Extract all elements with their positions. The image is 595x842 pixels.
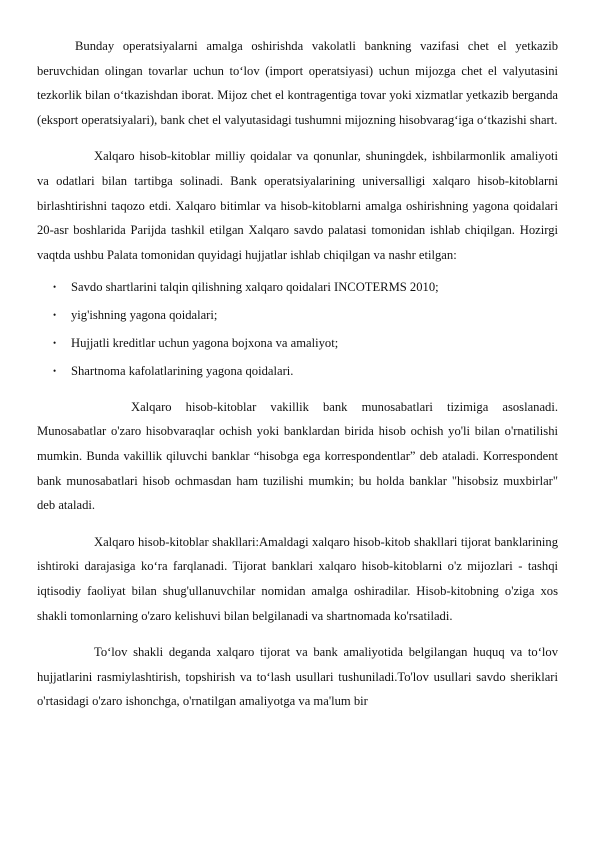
bullet-icon: • [53,310,57,321]
list-item-text: Hujjatli kreditlar uchun yagona bojxona va amaliyot; [71,336,339,351]
list-item [37,359,558,384]
bullet-icon: • [53,282,57,293]
paragraph-tolov-shakli: To‘lov shakli deganda xalqaro tijorat va bank amaliyotida belgilangan huquq va to‘lov hujjatlarini rasmiylashtirish, topshirish va to‘lash usullari tushuniladi.To'lov usullari savdo sheriklari o'rtasidagi o'zaro ishonchga, o'rnatilgan amaliyotga va ma'lum bir [37,645,558,709]
paragraph-xalqaro-hisob-kitoblar: Xalqaro hisob-kitoblar milliy qoidalar va qonunlar, shuningdek, ishbilarmonlik amaliyoti va odatlari bilan tartibga solinadi. Bank operatsiyalarining universalligi xalqaro hisob-kitoblarni birlashtirishni taqozo etdi. Xalqaro bitimlar va hisob-kitoblarni amalga oshirishning yagona qoidalari 20-asr boshlarida Parijda tashkil etilgan Xalqaro savdo palatasi tomonidan ishlab chiqilgan. Hozirgi vaqtda ushbu Palata tomonidan quyidagi hujjatlar ishlab chiqilgan va nashr etilgan: [37,149,558,262]
paragraph-vakillik-munosabatlari: Xalqaro hisob-kitoblar vakillik bank munosabatlari tizimiga asoslanadi. Munosabatlar o'zaro hisobvaraqlar ochish yoki banklardan birida hisob ochish yo'li bilan o'rnatilishi mumkin. Bunda vakillik qiluvchi banklar “hisobga ega korrespondentlar” deb ataladi. Korrespondent bank munosabatlari hisob ochmasdan ham tuzilishi mumkin; bu holda banklar "hisobsiz muxbirlar" deb ataladi. [37,399,558,513]
paragraph-vakolatli-bank: Bunday operatsiyalarni amalga oshirishda vakolatli bankning vazifasi chet el yetkazib beruvchidan olingan tovarlar uchun to‘lov (import operatsiyasi) uchun mijozga chet el valyutasini tezkorlik bilan o‘tkazishdan iborat. Mijoz chet el kontragentiga tovar yoki xizmatlar yetkazib berganda (eksport operatsiyalari), bank chet el valyutasidagi tushumni mijozning hisobvarag‘iga o‘tkazishi shart. [37,39,558,127]
list-item-text: Savdo shartlarini talqin qilishning xalqaro qoidalari INCOTERMS 2010; [71,280,439,295]
list-item-text: Shartnoma kafolatlarining yagona qoidalari. [71,364,294,379]
document-page [37,34,558,714]
list-item-text: yig'ishning yagona qoidalari; [71,308,218,323]
bullet-icon: • [53,338,57,349]
bullet-icon: • [53,366,57,377]
list-item [37,331,558,356]
paragraph-hisob-kitob-shakllari: Xalqaro hisob-kitoblar shakllari:Amaldagi xalqaro hisob-kitob shakllari tijorat banklarining ishtiroki darajasiga ko‘ra farqlanadi. Tijorat banklari xalqaro hisob-kitoblarni o'z mijozlari - tashqi iqtisodiy faoliyat bilan shug'ullanuvchilar nomidan amalga oshiradilar. Hisob-kitobning o'ziga xos shakli tomonlarning o'zaro kelishuvi bilan belgilanadi va shartnomada ko'rsatiladi. [37,534,558,623]
documents-list [37,275,558,384]
list-item [37,303,558,328]
list-item [37,275,558,300]
